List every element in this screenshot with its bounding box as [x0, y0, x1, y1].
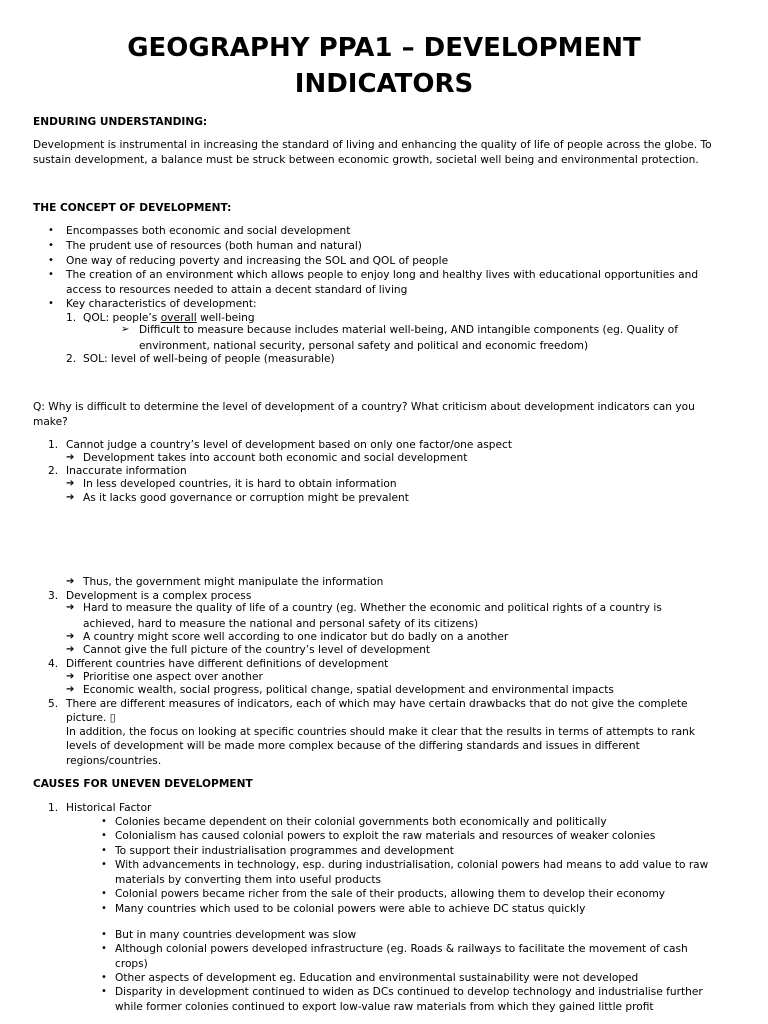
concept-bullet: Key characteristics of development: — [66, 298, 257, 310]
causes-bullet-continuation: materials by converting them into useful products — [115, 874, 382, 886]
qol-text: QOL: people’s — [83, 312, 161, 324]
arrow-marker: ➔ — [66, 671, 75, 682]
concept-bullet-continuation: access to resources needed to attain a decent standard of living — [66, 284, 408, 296]
answer-subpoint: Development takes into account both economic and social development — [83, 452, 468, 464]
qol-subpoint-continuation: environment, national security, personal safety and political and economic freedom) — [139, 340, 589, 352]
question-line: make? — [33, 416, 68, 428]
bullet-marker: • — [101, 986, 107, 997]
qol-underlined-word: overall — [160, 312, 197, 324]
bullet-marker: • — [101, 888, 107, 899]
answer-note: levels of development will be made more complex because of the differing standards and issues in different — [66, 740, 640, 752]
bullet-marker: • — [48, 225, 54, 236]
bullet-marker: • — [101, 845, 107, 856]
list-number: 2. — [48, 465, 59, 477]
list-number: 1. — [48, 439, 59, 451]
causes-bullet: But in many countries development was slow — [115, 929, 357, 941]
arrow-marker: ➔ — [66, 576, 75, 587]
arrow-marker: ➔ — [66, 644, 75, 655]
concept-bullet: The prudent use of resources (both human and natural) — [66, 240, 362, 252]
causes-bullet: Other aspects of development eg. Education and environmental sustainability were not developed — [115, 972, 639, 984]
answer-item: Inaccurate information — [66, 465, 187, 477]
arrow-marker: ➔ — [66, 631, 75, 642]
bullet-marker: • — [48, 298, 54, 309]
list-number: 1. — [48, 802, 59, 814]
causes-bullet: To support their industrialisation programmes and development — [115, 845, 454, 857]
answer-note: regions/countries. — [66, 755, 162, 767]
list-number: 4. — [48, 658, 59, 670]
enduring-paragraph-line: Development is instrumental in increasing the standard of living and enhancing the quality of life of people across the globe. To — [33, 139, 712, 151]
list-number: 3. — [48, 590, 59, 602]
answer-subpoint-continuation: achieved, hard to measure the national and personal safety of its citizens) — [83, 618, 479, 630]
causes-bullet: Colonialism has caused colonial powers to exploit the raw materials and resources of weaker colonies — [115, 830, 656, 842]
placeholder-box-glyph: ▯ — [109, 712, 116, 724]
answer-subpoint: Prioritise one aspect over another — [83, 671, 263, 683]
answer-note: In addition, the focus on looking at specific countries should make it clear that the results in terms of attempts to rank — [66, 726, 695, 738]
bullet-marker: • — [101, 943, 107, 954]
list-number: 2. — [66, 353, 77, 365]
causes-factor: Historical Factor — [66, 802, 152, 814]
answer-item-continuation — [66, 711, 116, 725]
answer-item: Development is a complex process — [66, 590, 252, 602]
concept-bullet: One way of reducing poverty and increasing the SOL and QOL of people — [66, 255, 449, 267]
bullet-marker: • — [101, 903, 107, 914]
answer-item: Cannot judge a country’s level of development based on only one factor/one aspect — [66, 439, 513, 451]
answer-text: picture. — [66, 712, 110, 724]
arrow-marker: ➔ — [66, 684, 75, 695]
answer-subpoint: Economic wealth, social progress, political change, spatial development and environmental impacts — [83, 684, 614, 696]
arrow-marker: ➔ — [66, 602, 75, 613]
qol-text-end: well-being — [196, 312, 255, 324]
causes-bullet: Colonies became dependent on their colonial governments both economically and politically — [115, 816, 607, 828]
answer-subpoint: As it lacks good governance or corruption might be prevalent — [83, 492, 409, 504]
causes-bullet: Disparity in development continued to widen as DCs continued to develop technology and industrialise further — [115, 986, 703, 998]
concept-bullet: The creation of an environment which allows people to enjoy long and healthy lives with educational opportunities and — [66, 269, 699, 281]
bullet-marker: • — [101, 929, 107, 940]
sol-item: SOL: level of well-being of people (measurable) — [83, 353, 335, 365]
answer-subpoint: Thus, the government might manipulate the information — [83, 576, 384, 588]
answer-subpoint: Hard to measure the quality of life of a country (eg. Whether the economic and political rights of a country is — [83, 602, 662, 614]
bullet-marker: • — [48, 240, 54, 251]
enduring-heading: ENDURING UNDERSTANDING: — [33, 116, 208, 128]
bullet-marker: • — [48, 255, 54, 266]
sub-arrow-marker: ➢ — [121, 324, 130, 335]
arrow-marker: ➔ — [66, 452, 75, 463]
bullet-marker: • — [101, 816, 107, 827]
bullet-marker: • — [101, 859, 107, 870]
answer-subpoint: Cannot give the full picture of the country’s level of development — [83, 644, 431, 656]
question-line: Q: Why is difficult to determine the level of development of a country? What criticism about development indicators can you — [33, 401, 695, 413]
causes-bullet: Many countries which used to be colonial powers were able to achieve DC status quickly — [115, 903, 586, 915]
answer-subpoint: In less developed countries, it is hard to obtain information — [83, 478, 397, 490]
enduring-paragraph-line: sustain development, a balance must be struck between economic growth, societal well being and environmental protection. — [33, 154, 699, 166]
answer-item: Different countries have different definitions of development — [66, 658, 389, 670]
bullet-marker: • — [48, 269, 54, 280]
bullet-marker: • — [101, 972, 107, 983]
causes-bullet: Colonial powers became richer from the sale of their products, allowing them to develop their economy — [115, 888, 666, 900]
causes-bullet: Although colonial powers developed infrastructure (eg. Roads & railways to facilitate the movement of cash — [115, 943, 688, 955]
qol-subpoint: Difficult to measure because includes material well-being, AND intangible components (eg. Quality of — [139, 324, 678, 336]
answer-subpoint: A country might score well according to one indicator but do badly on a another — [83, 631, 509, 643]
causes-bullet: With advancements in technology, esp. during industrialisation, colonial powers had means to add value to raw — [115, 859, 709, 871]
document-title-line1: GEOGRAPHY PPA1 – DEVELOPMENT — [127, 33, 641, 63]
causes-bullet-continuation: crops) — [115, 958, 148, 970]
concept-heading: THE CONCEPT OF DEVELOPMENT: — [33, 202, 232, 214]
concept-bullet: Encompasses both economic and social development — [66, 225, 351, 237]
causes-bullet-continuation: while former colonies continued to export low-value raw materials from which they gained little profit — [115, 1001, 654, 1013]
document-title-line2: INDICATORS — [294, 69, 474, 99]
list-number: 1. — [66, 312, 77, 324]
arrow-marker: ➔ — [66, 478, 75, 489]
answer-item: There are different measures of indicators, each of which may have certain drawbacks that do not give the complete — [66, 698, 688, 710]
causes-heading: CAUSES FOR UNEVEN DEVELOPMENT — [33, 778, 253, 790]
bullet-marker: • — [101, 830, 107, 841]
list-number: 5. — [48, 698, 59, 710]
arrow-marker: ➔ — [66, 492, 75, 503]
